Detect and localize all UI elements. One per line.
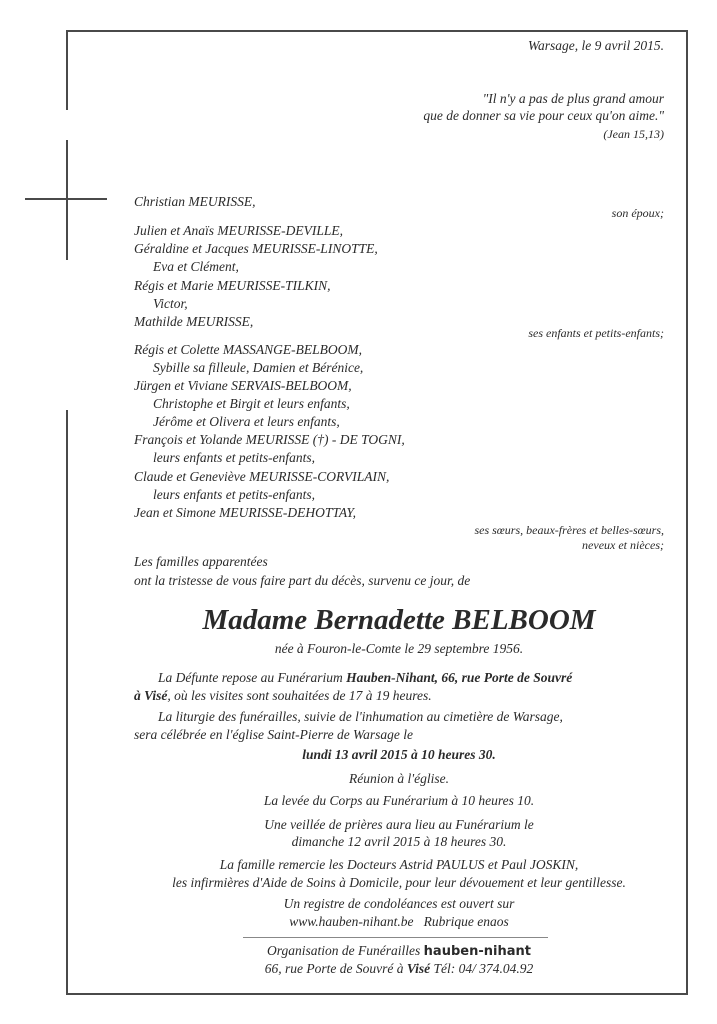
sibling-line: Jürgen et Viviane SERVAIS-BELBOOM,: [134, 378, 352, 393]
birth-info: née à Fouron-le-Comte le 29 septembre 1956.: [274, 641, 524, 656]
place-date: Warsage, le 9 avril 2015.: [528, 38, 664, 53]
quote-line-1: "Il n'y a pas de plus grand amour: [482, 91, 664, 106]
vigil-line-1: Une veillée de prières aura lieu au Funérarium le: [264, 817, 534, 832]
sibling-line: Sybille sa filleule, Damien et Bérénice,: [153, 360, 364, 375]
liturgy-line-2: sera célébrée en l'église Saint-Pierre de Warsage le: [134, 727, 413, 742]
liturgy-line-1: La liturgie des funérailles, suivie de l'inhumation au cimetière de Warsage,: [158, 709, 563, 724]
relatives: Les familles apparentées: [134, 554, 268, 569]
visit-hours: , où les visites sont souhaitées de 17 à 19 heures.: [167, 688, 432, 703]
child-line: Eva et Clément,: [153, 259, 239, 274]
siblings-role-1: ses sœurs, beaux-frères et belles-sœurs,: [474, 523, 664, 537]
border-top: [66, 30, 688, 32]
siblings-role-2: neveux et nièces;: [582, 538, 664, 552]
sibling-line: Jérôme et Olivera et leurs enfants,: [153, 414, 340, 429]
vigil-line-2: dimanche 12 avril 2015 à 18 heures 30.: [291, 834, 507, 849]
cross-icon-horizontal: [25, 198, 107, 200]
border-left-lower: [66, 410, 68, 995]
sibling-line: leurs enfants et petits-enfants,: [153, 450, 315, 465]
ceremony-date: lundi 13 avril 2015 à 10 heures 30.: [302, 747, 496, 762]
quote-reference: (Jean 15,13): [603, 127, 664, 141]
child-line: Victor,: [153, 296, 188, 311]
repose-city: à Visé: [134, 688, 168, 703]
sibling-line: Régis et Colette MASSANGE-BELBOOM,: [134, 342, 362, 357]
thanks-line-2: les infirmières d'Aide de Soins à Domicile, pour leur dévouement et leur gentillesse.: [172, 875, 626, 890]
spouse-role: son époux;: [611, 206, 664, 220]
address-street: 66, rue Porte de Souvré à: [264, 961, 407, 976]
child-line: Régis et Marie MEURISSE-TILKIN,: [134, 278, 331, 293]
spouse: Christian MEURISSE,: [134, 194, 256, 209]
border-bottom: [66, 993, 688, 995]
child-line: Julien et Anaïs MEURISSE-DEVILLE,: [134, 223, 343, 238]
border-right: [686, 30, 688, 995]
sibling-line: François et Yolande MEURISSE (†) - DE TOGNI,: [134, 432, 405, 447]
children-role: ses enfants et petits-enfants;: [528, 326, 664, 340]
register-line-1: Un registre de condoléances est ouvert sur: [283, 896, 515, 911]
sibling-line: leurs enfants et petits-enfants,: [153, 487, 315, 502]
address-city: Visé: [406, 961, 431, 976]
border-left-upper: [66, 30, 68, 110]
address-line: [134, 961, 664, 977]
thanks-line-1: La famille remercie les Docteurs Astrid PAULUS et Paul JOSKIN,: [219, 857, 579, 872]
brand-logo: hauben-nihant: [423, 944, 531, 959]
child-line: Géraldine et Jacques MEURISSE-LINOTTE,: [134, 241, 378, 256]
announcement: ont la tristesse de vous faire part du décès, survenu ce jour, de: [134, 573, 471, 588]
sibling-line: Claude et Geneviève MEURISSE-CORVILAIN,: [134, 469, 390, 484]
sibling-line: Christophe et Birgit et leurs enfants,: [153, 396, 350, 411]
sibling-line: Jean et Simone MEURISSE-DEHOTTAY,: [134, 505, 356, 520]
deceased-name: Madame Bernadette BELBOOM: [202, 604, 596, 636]
organisation-line: [134, 943, 664, 960]
register-line-2: www.hauben-nihant.be Rubrique enaos: [289, 914, 509, 929]
cross-icon-vertical: [66, 140, 68, 260]
repose-line-1: [158, 670, 572, 686]
repose-line-2: [134, 688, 432, 704]
levee-time: La levée du Corps au Funérarium à 10 heures 10.: [263, 793, 535, 808]
repose-text: La Défunte repose au Funérarium: [158, 670, 347, 685]
address-phone: Tél: 04/ 374.04.92: [430, 961, 534, 976]
quote-line-2: que de donner sa vie pour ceux qu'on aime.": [423, 108, 664, 123]
footer-divider: [243, 937, 548, 938]
organisation-text: Organisation de Funérailles: [267, 943, 424, 958]
child-line: Mathilde MEURISSE,: [134, 314, 254, 329]
funeral-home-address: Hauben-Nihant, 66, rue Porte de Souvré: [346, 670, 573, 685]
meeting-place: Réunion à l'église.: [349, 771, 449, 786]
